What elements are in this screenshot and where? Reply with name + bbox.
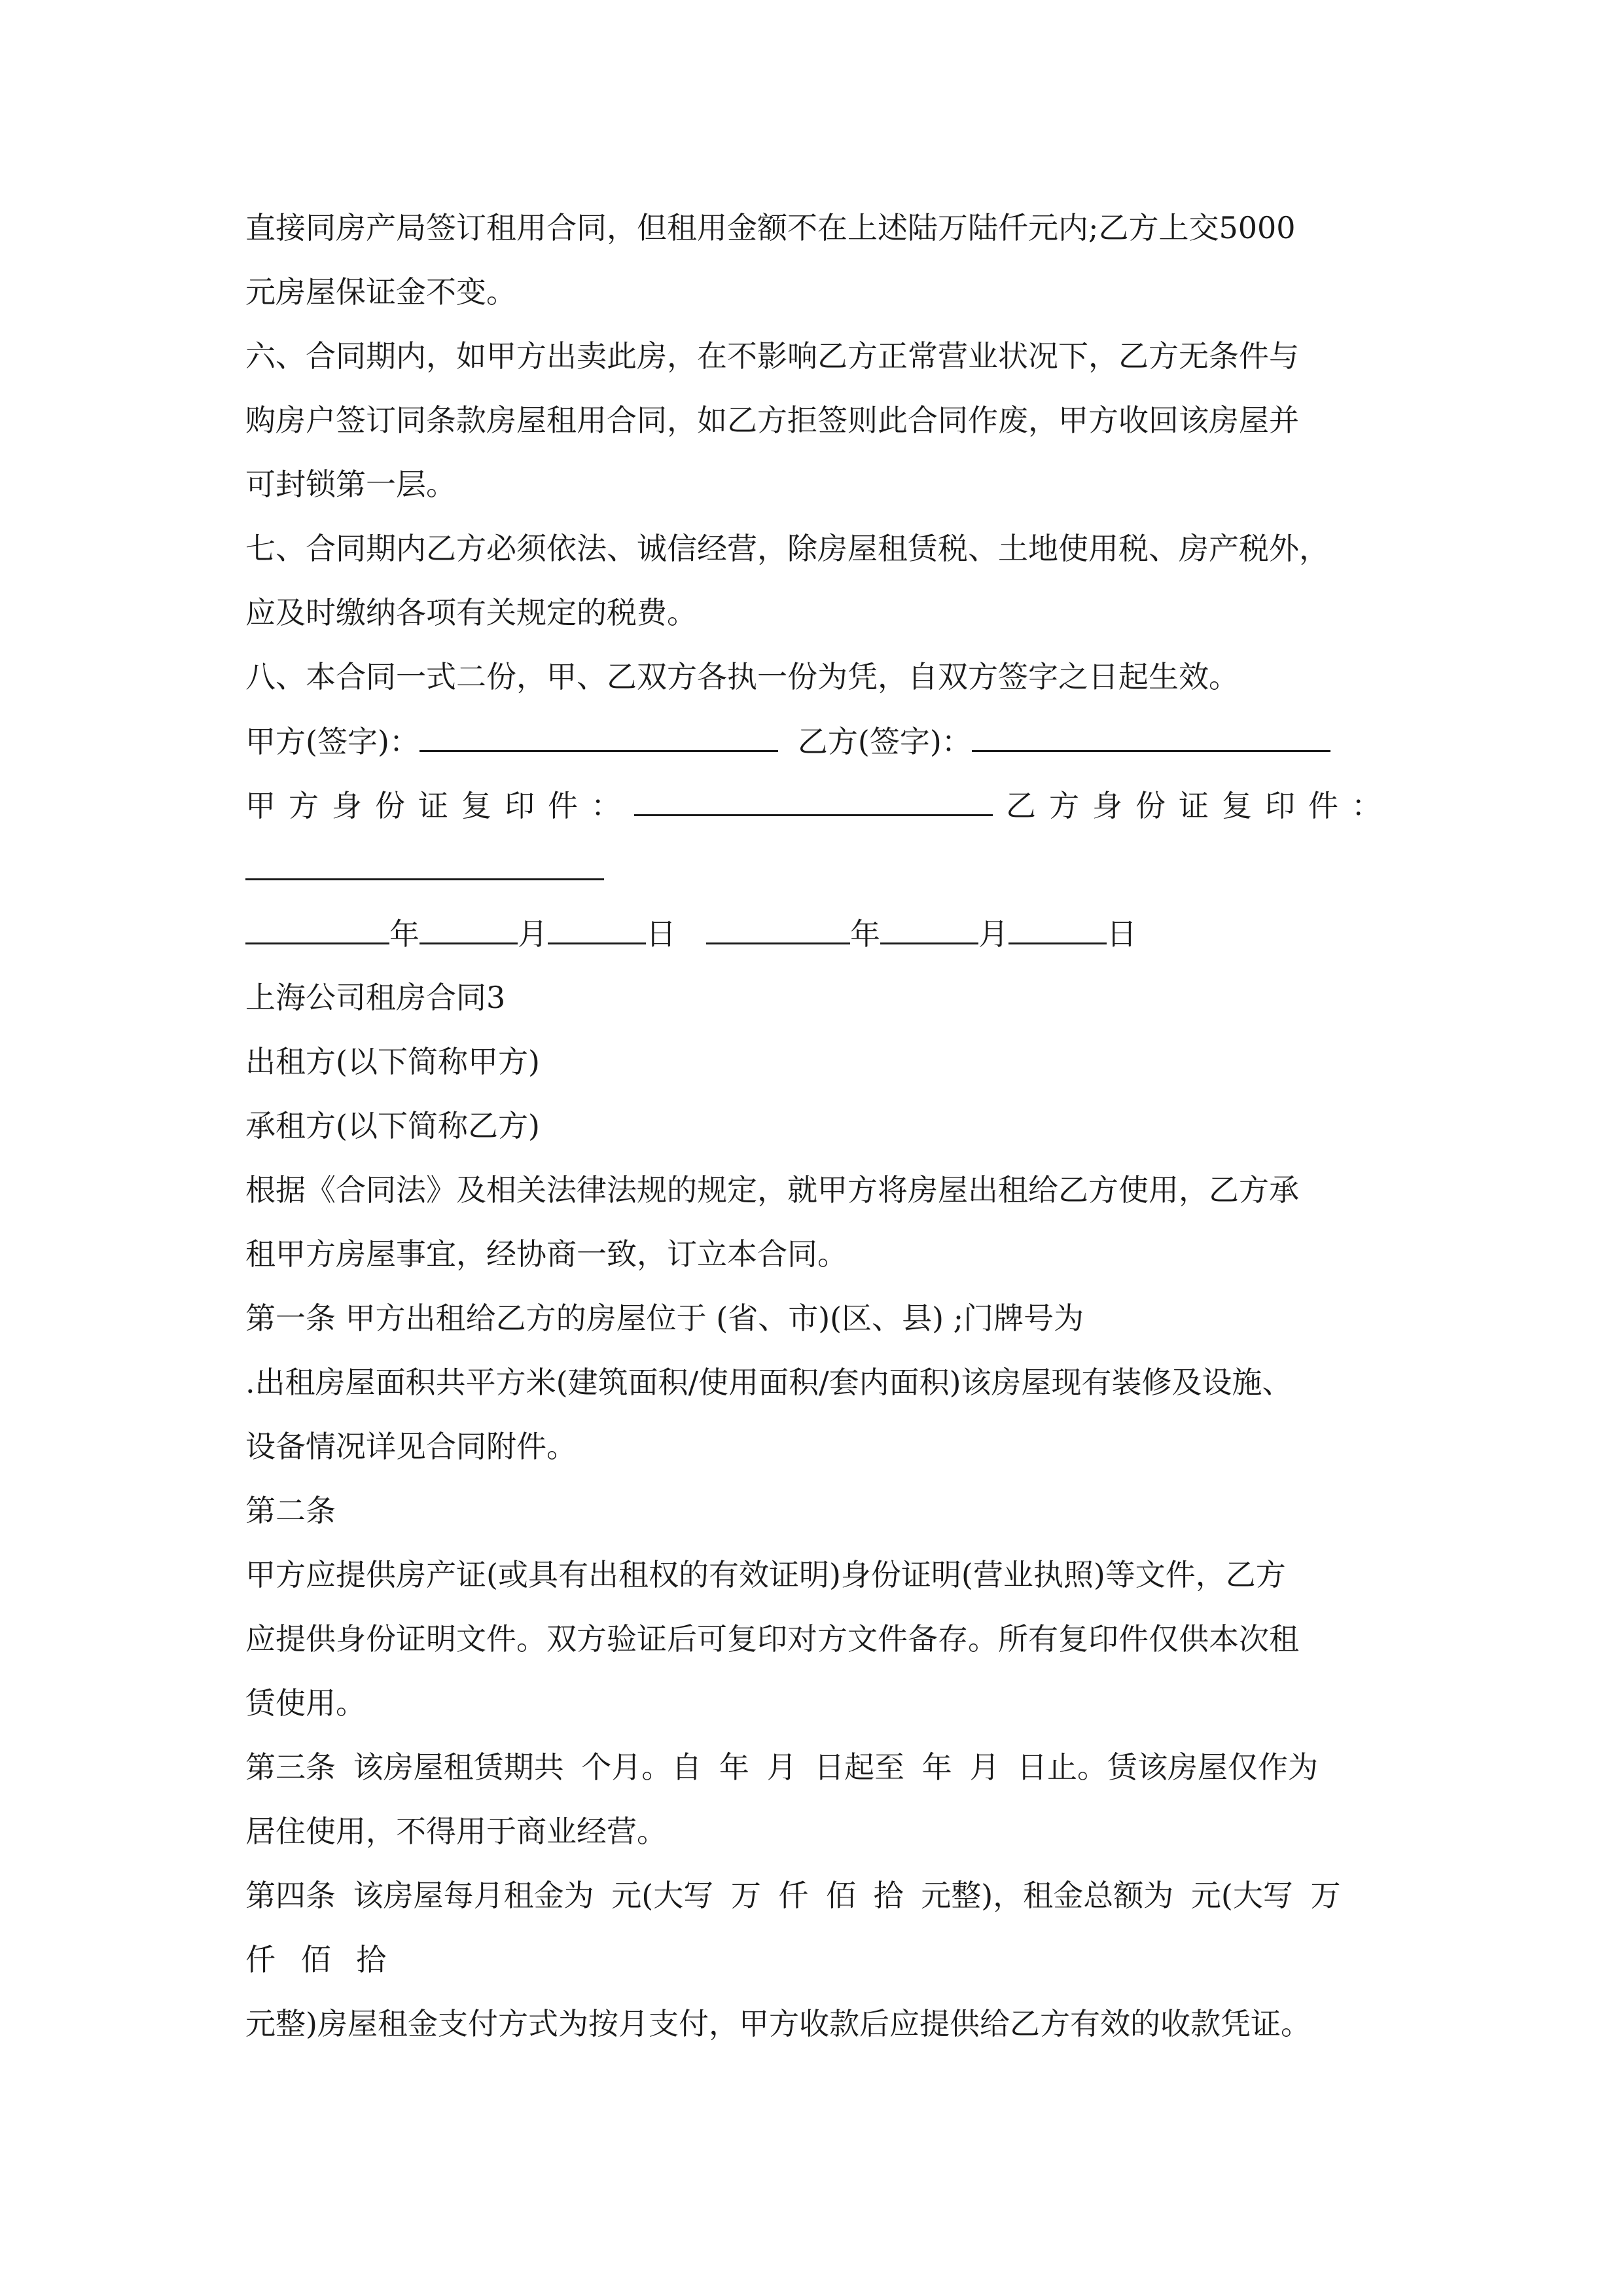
contract-title: 上海公司租房合同3 bbox=[245, 980, 506, 1015]
date-b-year-line[interactable] bbox=[706, 914, 850, 944]
text-line: 居住使用，不得用于商业经营。 bbox=[245, 1814, 667, 1849]
text-line: 可封锁第一层。 bbox=[245, 467, 456, 502]
text-line: 仟 佰 拾 bbox=[245, 1942, 387, 1977]
party-b-sign-label: 乙方(签字)： bbox=[797, 724, 972, 759]
date-a-year-line[interactable] bbox=[245, 914, 389, 944]
clause-7: 七、合同期内乙方必须依法、诚信经营，除房屋租赁税、土地使用税、房产税外， bbox=[245, 531, 1329, 566]
preamble: 根据《合同法》及相关法律法规的规定，就甲方将房屋出租给乙方使用，乙方承 bbox=[245, 1172, 1299, 1208]
date-row bbox=[245, 914, 1397, 954]
text-line: 设备情况详见合同附件。 bbox=[245, 1429, 577, 1464]
text-line: 直接同房产局签订租用合同，但租用金额不在上述陆万陆仟元内;乙方上交5000 bbox=[245, 210, 1296, 245]
party-a-sign-line[interactable] bbox=[419, 721, 778, 752]
article-1: 第一条 甲方出租给乙方的房屋位于 (省、市)(区、县) ;门牌号为 bbox=[245, 1300, 1084, 1336]
lessee-line: 承租方(以下简称乙方) bbox=[245, 1108, 540, 1143]
party-a-id-label: 甲方身份证复印件： bbox=[245, 788, 634, 823]
article-2: 甲方应提供房产证(或具有出租权的有效证明)身份证明(营业执照)等文件，乙方 bbox=[245, 1557, 1286, 1592]
date-a-year-label: 年 bbox=[389, 916, 419, 952]
text-line: 购房户签订同条款房屋租用合同，如乙方拒签则此合同作废，甲方收回该房屋并 bbox=[245, 403, 1299, 438]
date-b-day-label: 日 bbox=[1107, 916, 1137, 952]
party-b-sign-line[interactable] bbox=[972, 721, 1330, 752]
clause-8: 八、本合同一式二份，甲、乙双方各执一份为凭，自双方签字之日起生效。 bbox=[245, 659, 1239, 694]
clause-6: 六、合同期内，如甲方出卖此房，在不影响乙方正常营业状况下，乙方无条件与 bbox=[245, 338, 1299, 374]
id-copy-row-continued bbox=[245, 850, 1397, 889]
date-b-month-line[interactable] bbox=[880, 914, 978, 944]
text-line: 应及时缴纳各项有关规定的税费。 bbox=[245, 595, 697, 630]
text-line: 租甲方房屋事宜，经协商一致，订立本合同。 bbox=[245, 1236, 847, 1272]
date-b-day-line[interactable] bbox=[1008, 914, 1107, 944]
party-a-id-line[interactable] bbox=[634, 785, 993, 816]
date-a-month-label: 月 bbox=[518, 916, 548, 952]
date-a-month-line[interactable] bbox=[419, 914, 518, 944]
text-line: 应提供身份证明文件。双方验证后可复印对方文件备存。所有复印件仅供本次租 bbox=[245, 1621, 1299, 1657]
party-b-id-label: 乙方身份证复印件： bbox=[1006, 788, 1395, 823]
id-copy-row bbox=[245, 785, 1397, 825]
lessor-line: 出租方(以下简称甲方) bbox=[245, 1044, 540, 1079]
article-3: 第三条 该房屋租赁期共 个月。自 年 月 日起至 年 月 日止。赁该房屋仅作为 bbox=[245, 1749, 1318, 1785]
party-a-sign-label: 甲方(签字)： bbox=[245, 724, 419, 759]
date-a-day-label: 日 bbox=[646, 916, 676, 952]
date-b-month-label: 月 bbox=[978, 916, 1008, 952]
article-2-heading: 第二条 bbox=[245, 1493, 336, 1528]
text-line: .出租房屋面积共平方米(建筑面积/使用面积/套内面积)该房屋现有装修及设施、 bbox=[245, 1365, 1293, 1400]
article-4: 第四条 该房屋每月租金为 元(大写 万 仟 佰 拾 元整)，租金总额为 元(大写 万 bbox=[245, 1878, 1341, 1913]
text-line: 元整)房屋租金支付方式为按月支付，甲方收款后应提供给乙方有效的收款凭证。 bbox=[245, 2006, 1311, 2041]
party-b-id-line[interactable] bbox=[245, 850, 604, 880]
date-b-year-label: 年 bbox=[850, 916, 880, 952]
text-line: 赁使用。 bbox=[245, 1685, 366, 1721]
signature-row bbox=[245, 721, 1397, 761]
date-a-day-line[interactable] bbox=[548, 914, 646, 944]
text-line: 元房屋保证金不变。 bbox=[245, 274, 516, 310]
